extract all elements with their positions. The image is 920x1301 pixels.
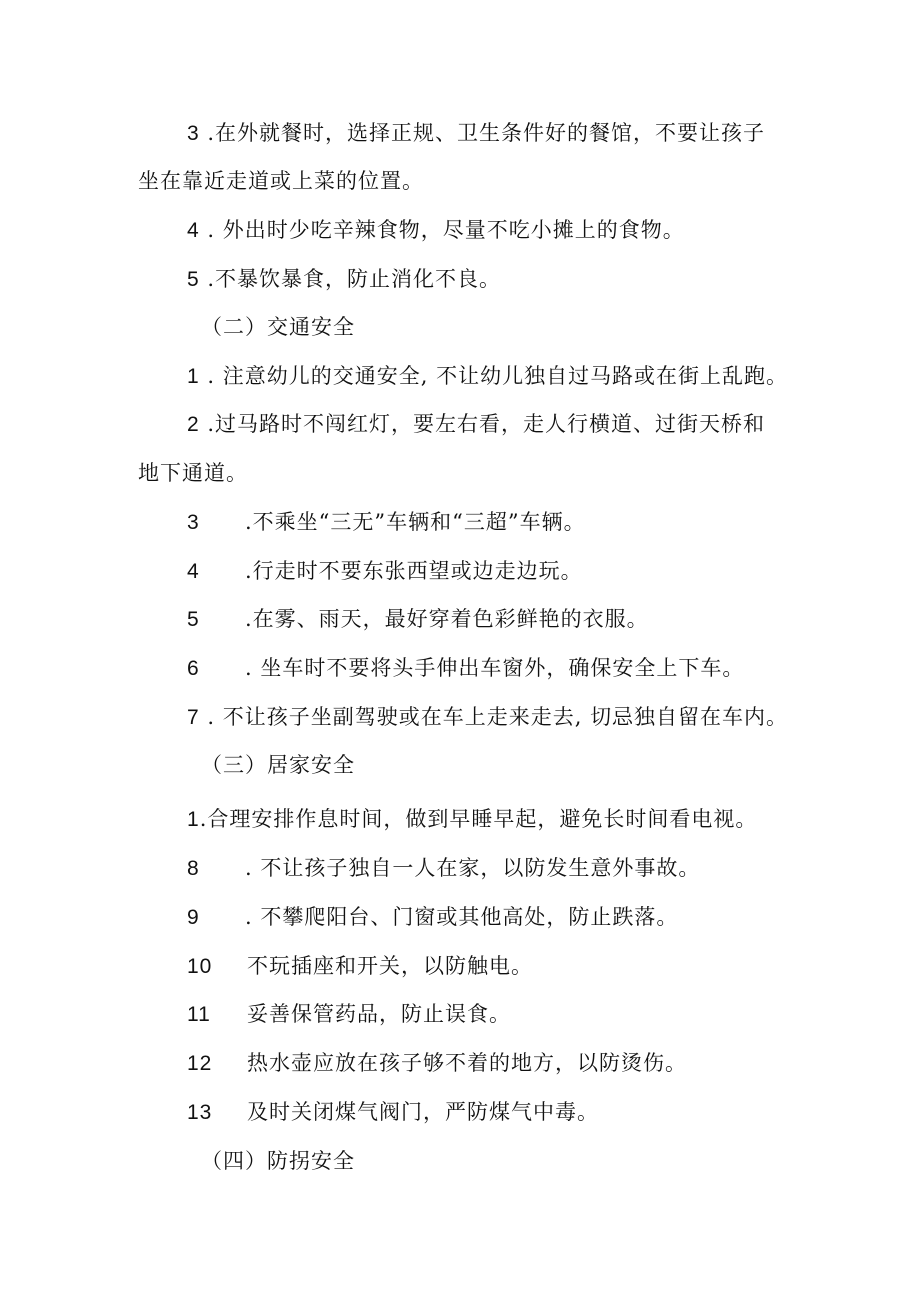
item-text: . 不让孩子独自一人在家，以防发生意外事故。: [245, 856, 701, 880]
item-text: 地下通道。: [138, 461, 248, 485]
traffic-item-1: [187, 362, 788, 391]
food-item-5: [187, 265, 501, 294]
section-heading-abduction: （四）防拐安全: [201, 1149, 355, 1173]
item-number: 11: [187, 1003, 211, 1026]
item-text: 不玩插座和开关，以防触电。: [247, 954, 533, 978]
item-text: 坐在靠近走道或上菜的位置。: [138, 169, 424, 193]
item-number: 7: [187, 706, 200, 729]
item-text: .合理安排作息时间，做到早睡早起，避免长时间看电视。: [199, 807, 758, 831]
item-text: .过马路时不闯红灯，要左右看，走人行横道、过街天桥和: [199, 412, 766, 436]
item-number: 1: [187, 365, 200, 388]
item-text: .在雾、雨天，最好穿着色彩鲜艳的衣服。: [245, 607, 649, 631]
home-item-13: [187, 1098, 599, 1127]
item-number: 3: [187, 122, 200, 145]
traffic-item-6: [187, 654, 744, 683]
item-number: 8: [187, 857, 200, 880]
item-number: 9: [187, 906, 200, 929]
item-number: 2: [187, 413, 200, 436]
item-text: . 坐车时不要将头手伸出车窗外，确保安全上下车。: [245, 656, 745, 680]
home-item-11: [187, 1000, 511, 1029]
item-text: .行走时不要东张西望或边走边玩。: [245, 559, 583, 583]
item-number: 6: [187, 657, 200, 680]
home-item-1: [187, 805, 757, 834]
home-item-12: [187, 1049, 687, 1078]
item-text: . 不攀爬阳台、门窗或其他高处，防止跌落。: [245, 905, 679, 929]
home-item-8: [187, 854, 700, 883]
item-text: .不乘坐“三无”车辆和“三超”车辆。: [245, 510, 586, 534]
item-number: 12: [187, 1052, 213, 1075]
item-number: 5: [187, 268, 200, 291]
section-heading-home: （三）居家安全: [201, 753, 355, 777]
item-text: 及时关闭煤气阀门，严防煤气中毒。: [247, 1100, 599, 1124]
home-item-9: [187, 903, 678, 932]
food-item-4: [187, 216, 685, 245]
home-item-10: [187, 952, 533, 981]
item-number: 5: [187, 608, 200, 631]
item-text: .在外就餐时，选择正规、卫生条件好的餐馆，不要让孩子: [199, 121, 766, 145]
item-text: 妥善保管药品，防止误食。: [247, 1002, 511, 1026]
item-text: 热水壶应放在孩子够不着的地方，以防烫伤。: [247, 1051, 687, 1075]
item-text: . 注意幼儿的交通安全, 不让幼儿独自过马路或在街上乱跑。: [199, 364, 789, 388]
traffic-item-3: [187, 508, 586, 537]
food-item-3-continuation: [138, 167, 424, 195]
item-number: 1: [187, 808, 200, 831]
item-text: .不暴饮暴食，防止消化不良。: [199, 267, 502, 291]
item-text: . 外出时少吃辛辣食物，尽量不吃小摊上的食物。: [199, 218, 685, 242]
item-number: 4: [187, 219, 200, 242]
food-item-3: [187, 119, 765, 148]
section-heading-traffic: （二）交通安全: [201, 315, 355, 339]
item-number: 3: [187, 511, 200, 534]
traffic-item-7: [187, 703, 788, 732]
item-number: 10: [187, 955, 213, 978]
item-number: 4: [187, 560, 200, 583]
item-number: 13: [187, 1101, 213, 1124]
traffic-item-2: [187, 410, 765, 439]
traffic-item-2-continuation: [138, 459, 248, 487]
traffic-item-5: [187, 605, 649, 634]
traffic-item-4: [187, 557, 583, 586]
item-text: . 不让孩子坐副驾驶或在车上走来走去, 切忌独自留在车内。: [199, 705, 789, 729]
